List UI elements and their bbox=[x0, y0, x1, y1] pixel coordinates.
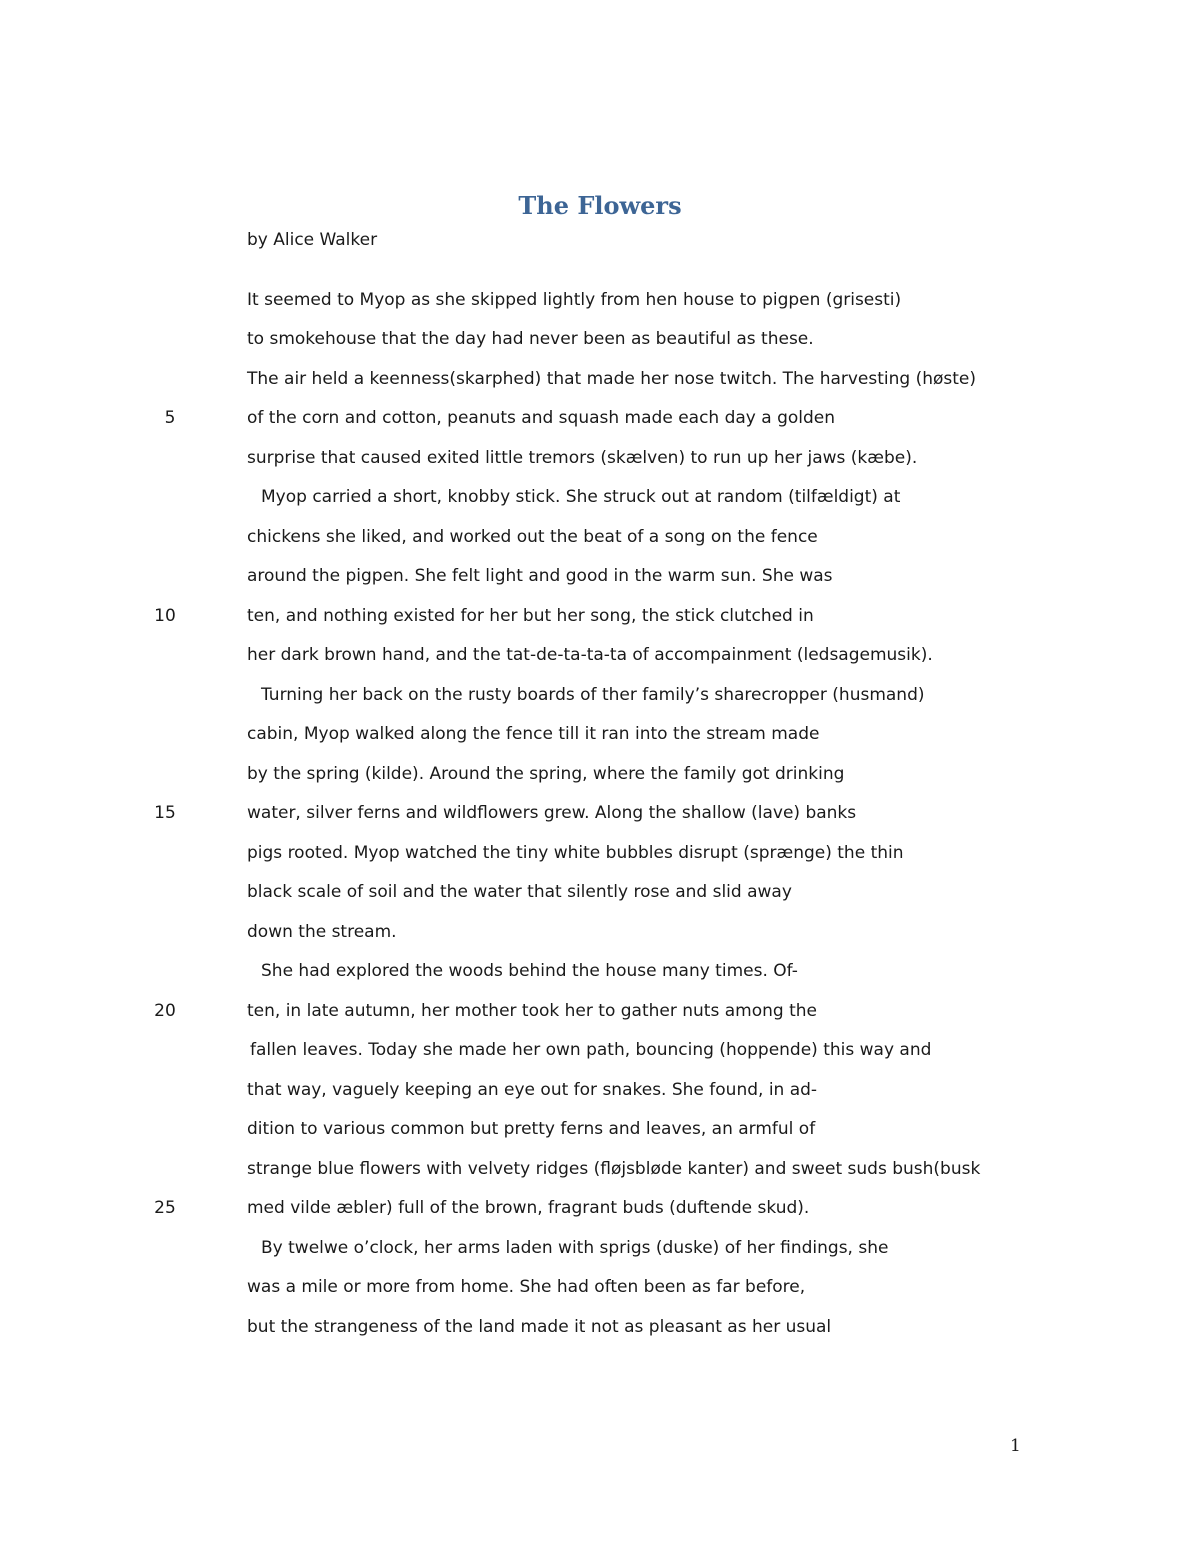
text-line: dition to various common but pretty ferns and leaves, an armful of bbox=[247, 1119, 816, 1139]
text-line: fallen leaves. Today she made her own path, bouncing (hoppende) this way and bbox=[250, 1040, 932, 1060]
text-line: ten, in late autumn, her mother took her to gather nuts among the bbox=[247, 1001, 817, 1021]
author-byline: by Alice Walker bbox=[247, 230, 378, 250]
line-number: 5 bbox=[164, 408, 176, 428]
line-number: 15 bbox=[154, 803, 176, 823]
text-line: strange blue flowers with velvety ridges (fløjsbløde kanter) and sweet suds bush(busk bbox=[247, 1159, 981, 1179]
text-line: chickens she liked, and worked out the beat of a song on the fence bbox=[247, 527, 818, 547]
text-line: down the stream. bbox=[247, 922, 397, 942]
line-number: 10 bbox=[154, 606, 176, 626]
text-line: Turning her back on the rusty boards of ther family’s sharecropper (husmand) bbox=[261, 685, 925, 705]
document-title: The Flowers bbox=[518, 191, 682, 220]
text-line: by the spring (kilde). Around the spring, where the family got drinking bbox=[247, 764, 845, 784]
text-line: cabin, Myop walked along the fence till it ran into the stream made bbox=[247, 724, 820, 744]
text-line: surprise that caused exited little tremors (skælven) to run up her jaws (kæbe). bbox=[247, 448, 918, 468]
text-line: water, silver ferns and wildflowers grew. Along the shallow (lave) banks bbox=[247, 803, 857, 823]
text-line: It seemed to Myop as she skipped lightly from hen house to pigpen (grisesti) bbox=[247, 290, 902, 310]
text-line: that way, vaguely keeping an eye out for snakes. She found, in ad- bbox=[247, 1080, 818, 1100]
text-line: The air held a keenness(skarphed) that made her nose twitch. The harvesting (høste) bbox=[247, 369, 977, 389]
text-line: Myop carried a short, knobby stick. She struck out at random (tilfældigt) at bbox=[261, 487, 901, 507]
line-number: 25 bbox=[154, 1198, 176, 1218]
text-line: By twelwe o’clock, her arms laden with sprigs (duske) of her findings, she bbox=[261, 1238, 889, 1258]
text-line: pigs rooted. Myop watched the tiny white bubbles disrupt (sprænge) the thin bbox=[247, 843, 904, 863]
text-line: black scale of soil and the water that silently rose and slid away bbox=[247, 882, 792, 902]
text-line: of the corn and cotton, peanuts and squash made each day a golden bbox=[247, 408, 836, 428]
text-line: was a mile or more from home. She had often been as far before, bbox=[247, 1277, 806, 1297]
text-line: but the strangeness of the land made it not as pleasant as her usual bbox=[247, 1317, 832, 1337]
text-line: her dark brown hand, and the tat-de-ta-ta-ta of accompainment (ledsagemusik). bbox=[247, 645, 933, 665]
text-line: around the pigpen. She felt light and good in the warm sun. She was bbox=[247, 566, 833, 586]
text-line: She had explored the woods behind the house many times. Of- bbox=[261, 961, 798, 981]
line-number: 20 bbox=[154, 1001, 176, 1021]
page-number: 1 bbox=[1010, 1436, 1021, 1456]
text-line: med vilde æbler) full of the brown, fragrant buds (duftende skud). bbox=[247, 1198, 810, 1218]
text-line: to smokehouse that the day had never been as beautiful as these. bbox=[247, 329, 814, 349]
text-line: ten, and nothing existed for her but her song, the stick clutched in bbox=[247, 606, 814, 626]
